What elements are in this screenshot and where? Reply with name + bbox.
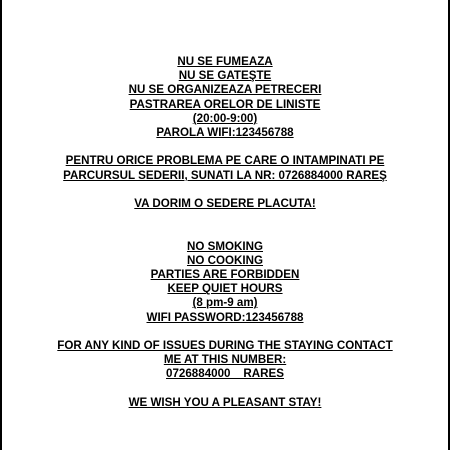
wifi-password-en: WIFI PASSWORD:123456788 [146,310,304,324]
rule-no-parties-ro: NU SE ORGANIZEAZA PETRECERI [128,83,322,97]
wifi-password-ro: PAROLA WIFI:123456788 [156,126,294,140]
pleasant-stay-en: WE WISH YOU A PLEASANT STAY! [128,395,322,409]
contact-line-2-ro: PARCURSUL SEDERII, SUNATI LA NR: 0726884000 RAREŞ [63,168,387,182]
rule-no-cooking-ro: NU SE GATEŞTE [178,69,272,83]
quiet-hours-time-ro: (20:00-9:00) [192,111,258,125]
rule-no-smoking-en: NO SMOKING [186,239,263,253]
contact-line-1-ro: PENTRU ORICE PROBLEMA PE CARE O INTAMPINATI PE [65,154,385,168]
rule-no-cooking-en: NO COOKING [186,253,263,267]
rule-no-parties-en: PARTIES ARE FORBIDDEN [150,268,300,281]
rule-quiet-hours-en: KEEP QUIET HOURS [167,282,283,296]
contact-line-2-en: ME AT THIS NUMBER: [163,353,287,367]
quiet-hours-time-en: (8 pm-9 am) [192,296,258,310]
contact-line-3-en: 0726884000 RARES [166,367,284,381]
house-rules-notice [0,55,450,410]
rule-no-smoking-ro: NU SE FUMEAZA [177,55,273,68]
pleasant-stay-ro: VA DORIM O SEDERE PLACUTA! [134,197,316,210]
contact-line-1-en: FOR ANY KIND OF ISSUES DURING THE STAYING CONTACT [57,339,393,352]
rule-quiet-hours-ro: PASTRAREA ORELOR DE LINISTE [129,97,321,111]
